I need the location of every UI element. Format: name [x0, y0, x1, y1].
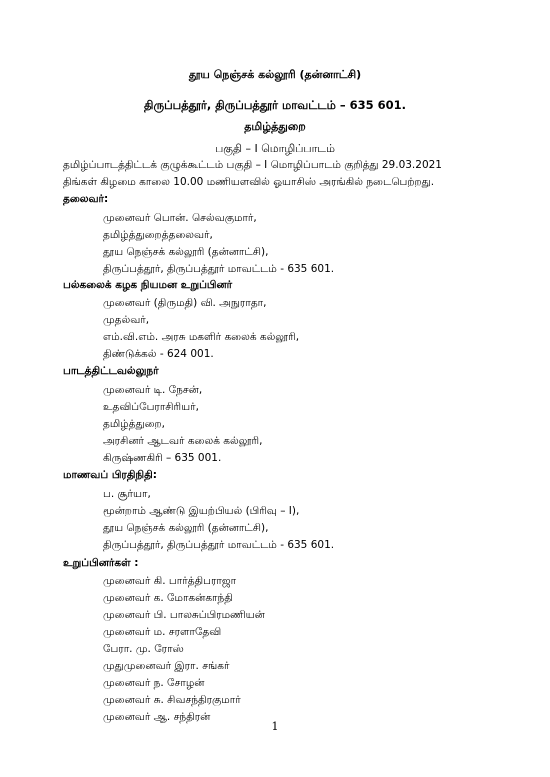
page-number: 1	[271, 720, 279, 733]
subject-expert-heading: பாடத்திட்டவல்லுநர்	[63, 365, 159, 377]
chairman-line: தமிழ்த்துறைத்தலைவர்,	[103, 229, 213, 241]
members-list	[103, 573, 265, 726]
university-nominee-line: திண்டுக்கல் - 624 001.	[103, 348, 214, 360]
chairman-line: தூய நெஞ்சக் கல்லூரி (தன்னாட்சி),	[103, 246, 269, 258]
member-item: முனைவர் பி. பாலசுப்பிரமணியன்	[103, 609, 265, 621]
university-nominee-line: எம்.வி.எம். அரசு மகளிர் கலைக் கல்லூரி,	[103, 331, 300, 343]
student-rep-heading: மாணவப் பிரதிநிதி:	[63, 469, 157, 481]
student-rep-line: ப. சூர்யா,	[103, 488, 151, 500]
member-item: பேரா. மு. ரோஸ்	[103, 643, 184, 655]
student-rep-line: திருப்பத்தூர், திருப்பத்தூர் மாவட்டம் - 635 601.	[103, 539, 335, 551]
university-nominee-line: முதல்வர்,	[103, 314, 150, 326]
members-heading: உறுப்பினர்கள் :	[63, 557, 139, 569]
student-rep-details	[103, 486, 334, 554]
subject-expert-line: தமிழ்த்துறை,	[103, 418, 165, 430]
university-nominee-heading: பல்கலைக் கழக நியமன உறுப்பினர்	[63, 279, 233, 291]
section-title: பகுதி – I மொழிப்பாடம்	[215, 142, 335, 155]
member-item: முனைவர் ஆ. சந்திரன்	[103, 711, 211, 723]
subject-expert-line: முனைவர் டி. நேசன்,	[103, 384, 203, 396]
chairman-heading: தலைவர்:	[63, 193, 109, 205]
intro-line-1: தமிழ்ப்பாடத்திட்டக் குழுக்கூட்டம் பகுதி – I மொழிப்பாடம் குறித்து 29.03.2021	[63, 159, 442, 171]
university-nominee-line: முனைவர் (திருமதி) வி. அநுராதா,	[103, 297, 267, 309]
intro-line-2: திங்கள் கிழமை காலை 10.00 மணியளவில் ஓயாசிஸ் அரங்கில் நடைபெற்றது.	[63, 176, 435, 188]
subject-expert-line: அரசினர் ஆடவர் கலைக் கல்லூரி,	[103, 435, 263, 447]
student-rep-line: மூன்றாம் ஆண்டு இயற்பியல் (பிரிவு – I),	[103, 505, 300, 517]
college-address: திருப்பத்தூர், திருப்பத்தூர் மாவட்டம் – 635 601.	[144, 98, 406, 112]
department-name: தமிழ்த்துறை	[244, 120, 306, 133]
student-rep-line: தூய நெஞ்சக் கல்லூரி (தன்னாட்சி),	[103, 522, 269, 534]
member-item: முனைவர் சு. சிவசந்திரகுமார்	[103, 694, 241, 706]
university-nominee-details	[103, 295, 299, 363]
member-item: முனைவர் ம. சரளாதேவி	[103, 626, 222, 638]
member-item: முனைவர் க. மோகன்காந்தி	[103, 592, 233, 604]
subject-expert-line: கிருஷ்ணகிரி – 635 001.	[103, 452, 222, 464]
member-item: முனைவர் ந. சோழன்	[103, 677, 205, 689]
chairman-line: திருப்பத்தூர், திருப்பத்தூர் மாவட்டம் - 635 601.	[103, 263, 335, 275]
chairman-line: முனைவர் பொன். செல்வகுமார்,	[103, 212, 257, 224]
college-name: தூய நெஞ்சக் கல்லூரி (தன்னாட்சி)	[188, 68, 362, 81]
intro-paragraph	[63, 157, 493, 191]
member-item: முனைவர் கி. பார்த்திபராஜா	[103, 575, 237, 587]
subject-expert-line: உதவிப்பேராசிரியர்,	[103, 401, 199, 413]
chairman-details	[103, 210, 334, 278]
subject-expert-details	[103, 382, 262, 467]
member-item: முதுமுனைவர் இரா. சங்கர்	[103, 660, 230, 672]
